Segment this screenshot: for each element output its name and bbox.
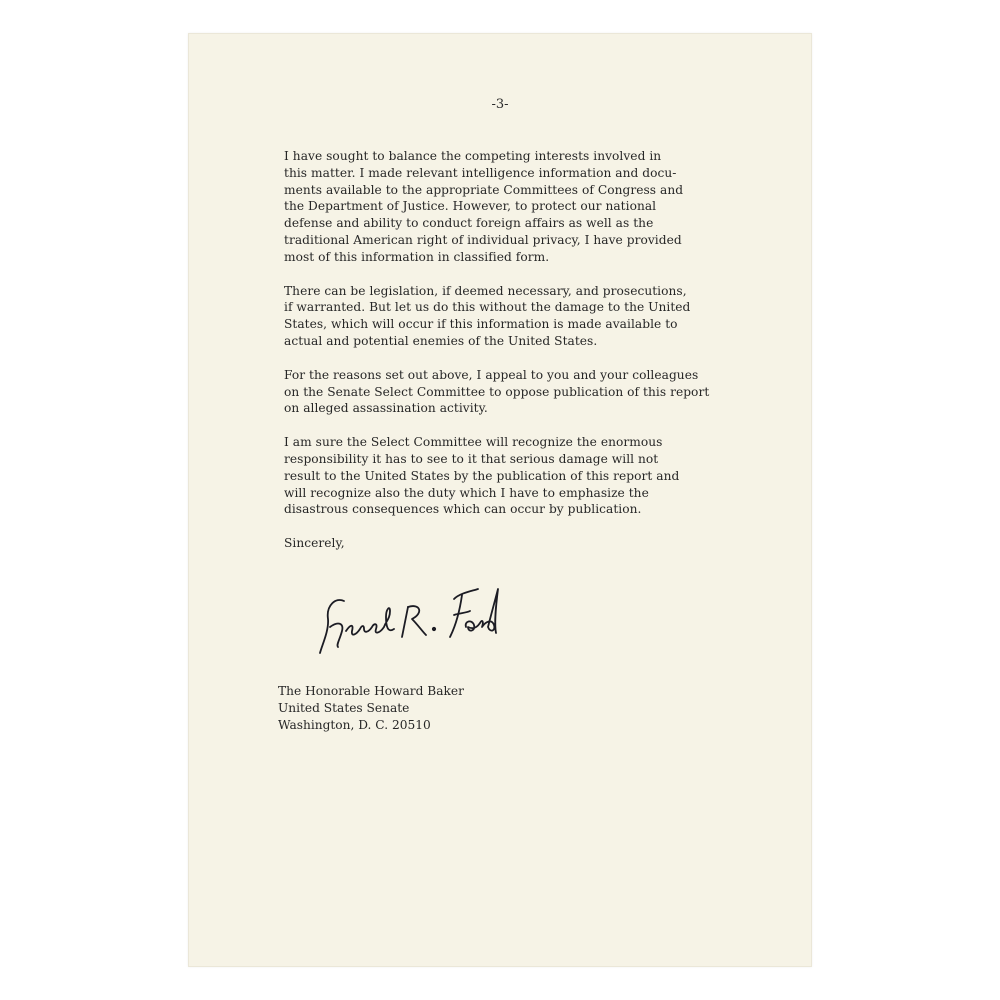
text-line: For the reasons set out above, I appeal to you and your colleagues xyxy=(284,367,699,382)
paragraph-3 xyxy=(284,367,754,417)
text-line: if warranted. But let us do this without the damage to the United xyxy=(284,300,691,315)
text-line: I have sought to balance the competing interests involved in xyxy=(284,149,662,163)
recipient-name: The Honorable Howard Baker xyxy=(278,684,464,698)
letter-page xyxy=(188,33,812,967)
text-line: on alleged assassination activity. xyxy=(284,401,488,416)
signature xyxy=(316,571,506,661)
page-number: -3- xyxy=(491,97,509,112)
text-line: the Department of Justice. However, to protect our national xyxy=(284,199,657,214)
text-line: this matter. I made relevant intelligence information and docu- xyxy=(284,165,677,180)
letter-body xyxy=(284,148,754,552)
recipient-office: United States Senate xyxy=(278,701,410,715)
closing: Sincerely, xyxy=(284,536,345,551)
paragraph-2 xyxy=(284,283,754,350)
text-line: responsibility it has to see to it that serious damage will not xyxy=(284,451,659,466)
text-line: will recognize also the duty which I have to emphasize the xyxy=(284,485,649,500)
text-line: States, which will occur if this information is made available to xyxy=(284,317,678,332)
text-line: actual and potential enemies of the United States. xyxy=(284,333,598,348)
text-line: ments available to the appropriate Committees of Congress and xyxy=(284,182,684,197)
text-line: There can be legislation, if deemed necessary, and prosecutions, xyxy=(284,283,687,298)
paragraph-1 xyxy=(284,148,754,266)
recipient-address xyxy=(278,683,464,734)
paragraph-4 xyxy=(284,434,754,518)
text-line: defense and ability to conduct foreign affairs as well as the xyxy=(284,216,654,231)
text-line: on the Senate Select Committee to oppose publication of this report xyxy=(284,384,710,399)
text-line: traditional American right of individual privacy, I have provided xyxy=(284,232,682,247)
text-line: disastrous consequences which can occur by publication. xyxy=(284,502,642,517)
text-line: result to the United States by the publication of this report and xyxy=(284,468,680,483)
recipient-city: Washington, D. C. 20510 xyxy=(278,718,431,732)
text-line: most of this information in classified form. xyxy=(284,249,550,264)
text-line: I am sure the Select Committee will recognize the enormous xyxy=(284,435,663,450)
